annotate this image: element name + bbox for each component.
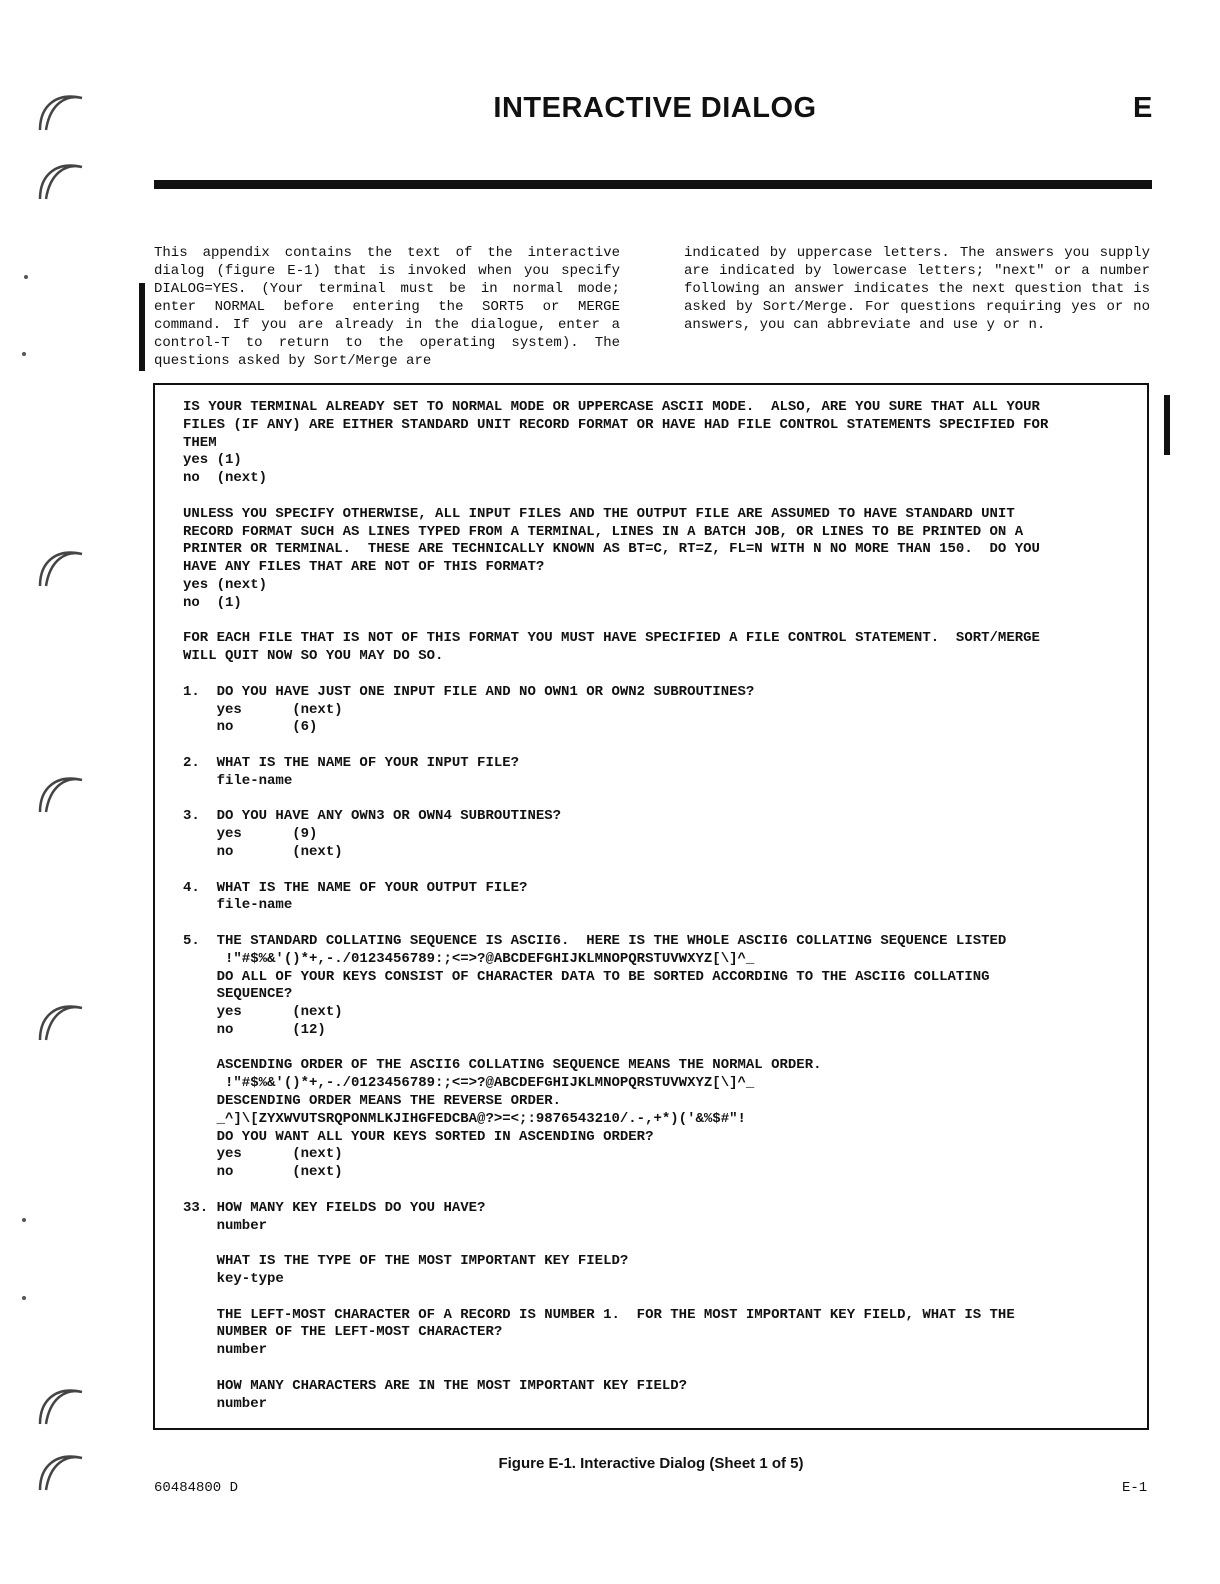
punch-hole-mark [36,768,88,814]
dialog-text: IS YOUR TERMINAL ALREADY SET TO NORMAL MODE OR UPPERCASE ASCII MODE. ALSO, ARE YOU SURE THAT ALL YOUR FILES (IF ANY) ARE EITHER STANDARD UNIT RECORD FORMAT OR HAVE HAD FILE CONTROL STATEMENTS SPECIFIED FOR THEM yes (1) no (next) UNLESS YOU SPECIFY OTHERWISE, ALL INPUT FILES AND THE OUTPUT FILE ARE ASSUMED TO HAVE STANDARD UNIT RECORD FORMAT SUCH AS LINES TYPED FROM A TERMINAL, LINES IN A BATCH JOB, OR LINES TO BE PRINTED ON A PRINTER OR TERMINAL. THESE ARE TECHNICALLY KNOWN AS BT=C, RT=Z, FL=N WITH N NO MORE THAN 150. DO YOU HAVE ANY FILES THAT ARE NOT OF THIS FORMAT? yes (next) no (1) FOR EACH FILE THAT IS NOT OF THIS FORMAT YOU MUST HAVE SPECIFIED A FILE CONTROL STATEMENT. SORT/MERGE WILL QUIT NOW SO YOU MAY DO SO. 1. DO YOU HAVE JUST ONE INPUT FILE AND NO OWN1 OR OWN2 SUBROUTINES? yes (next) no (6) 2. WHAT IS THE NAME OF YOUR INPUT FILE? file-name 3. DO YOU HAVE ANY OWN3 OR OWN4 SUBROUTINES? yes (9) no (next) 4. WHAT IS THE NAME OF YOUR OUTPUT FILE? file-name 5. THE STANDARD COLLATING SEQUENCE IS ASCII6. HERE IS THE WHOLE ASCII6 COLLATING SEQUENCE LISTED !"#$%&'()*+,-./0123456789:;<=>?@ABCDEFGHIJKLMNOPQRSTUVWXYZ[\]^_ DO ALL OF YOUR KEYS CONSIST OF CHARACTER DATA TO BE SORTED ACCORDING TO THE ASCII6 COLLATING SEQUENCE? yes (next) no (12) ASCENDING ORDER OF THE ASCII6 COLLATING SEQUENCE MEANS THE NORMAL ORDER. !"#$%&'()*+,-./0123456789:;<=>?@ABCDEFGHIJKLMNOPQRSTUVWXYZ[\]^_ DESCENDING ORDER MEANS THE REVERSE ORDER. _^]\[ZYXWVUTSRQPONMLKJIHGFEDCBA@?>=<;:9876543210/.-,+*)('&%$#"! DO YOU WANT ALL YOUR KEYS SORTED IN ASCENDING ORDER? yes (next) no (next) 33. HOW MANY KEY FIELDS DO YOU HAVE? number WHAT IS THE TYPE OF THE MOST IMPORTANT KEY FIELD? key-type THE LEFT-MOST CHARACTER OF A RECORD IS NUMBER 1. FOR THE MOST IMPORTANT KEY FIELD, WHAT IS THE NUMBER OF THE LEFT-MOST CHARACTER? number HOW MANY CHARACTERS ARE IN THE MOST IMPORTANT KEY FIELD? number [183,399,1049,1412]
punch-hole-mark [36,86,88,132]
title-rule [154,180,1152,189]
scan-speck [22,352,26,356]
punch-hole-mark [36,155,88,201]
punch-hole-mark [36,542,88,588]
punch-hole-mark [36,1446,88,1492]
intro-left-column: This appendix contains the text of the interactive dialog (figure E-1) that is invoked when you specify DIALOG=YES. (Your terminal must be in normal mode; enter NORMAL before entering the SORT5 or MERGE command. If you are already in the dialogue, enter a control-T to return to the operating system). The questions asked by Sort/Merge are [154,245,620,369]
document-number: 60484800 D [154,1480,239,1496]
punch-hole-mark [36,1380,88,1426]
scan-speck [22,1218,26,1222]
scan-speck [24,275,28,279]
intro-right-column: indicated by uppercase letters. The answers you supply are indicated by lowercase letters; "next" or a number following an answer indicates the next question that is asked by Sort/Merge. For questions requiring yes or no answers, you can abbreviate and use y or n. [684,245,1150,333]
punch-hole-mark [36,996,88,1042]
scan-speck [22,1296,26,1300]
appendix-letter: E [1133,92,1153,124]
figure-caption: Figure E-1. Interactive Dialog (Sheet 1 of 5) [498,1455,804,1472]
page-number: E-1 [1122,1480,1148,1496]
change-bar-right [1164,395,1170,455]
page-title: INTERACTIVE DIALOG [493,92,817,124]
change-bar-left [139,283,145,371]
figure-box [153,383,1149,1430]
